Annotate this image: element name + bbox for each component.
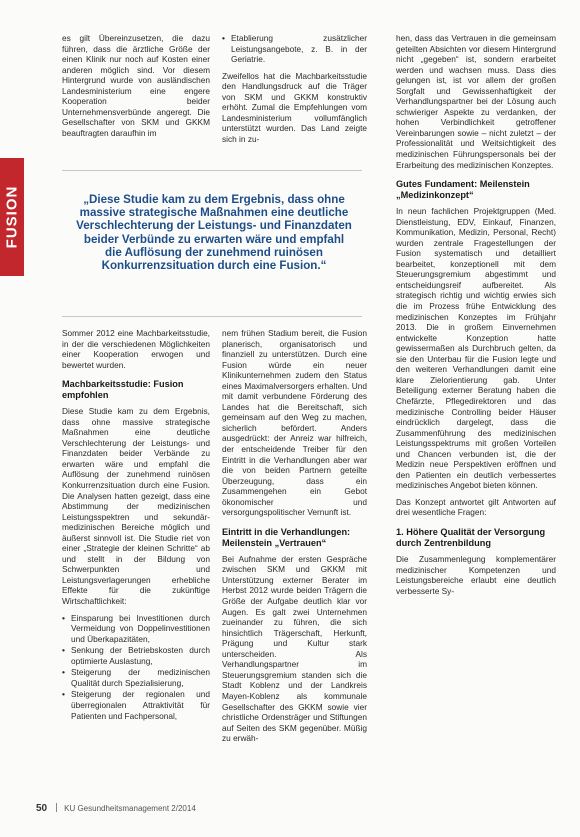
right-column — [396, 33, 556, 602]
page-footer — [36, 803, 196, 814]
paragraph: es gilt Übereinzusetzen, die dazu führen, dass die ärztliche Größe der einen Klinik nur noch auf Kosten einer anderen möglich sind. Vor diesem Hintergrund wurde von ausländischen Landesministerium eine engere Kooperation beider Unternehmensverbünde angeregt. Die Gesellschafter von SKM und GKKM beauftragten daraufhin im — [62, 33, 210, 138]
bullet-list — [222, 33, 367, 65]
pull-quote: „Diese Studie kam zu dem Ergebnis, dass ohne massive strategische Maßnahmen eine deutliche Verschlechterung der Leistungs- und Finanzdaten beider Verbünde zu erwarten wäre und empfahl die Auflösung der zunehmend ruinösen Konkurrenzsituation durch eine Fusion.“ — [76, 193, 352, 273]
footer-separator — [56, 803, 57, 812]
bottom-left-column — [62, 328, 210, 727]
section-heading: 1. Höhere Qualität der Versorgung durch Zentrenbildung — [396, 526, 546, 548]
divider-bottom — [62, 316, 362, 317]
section-heading: Machbarkeitsstudie: Fusion empfohlen — [62, 379, 184, 401]
list-item: • Etablierung zusätzlicher Leistungsangebote, z. B. in der Geriatrie. — [231, 33, 367, 65]
bottom-middle-column — [222, 328, 367, 750]
paragraph: Sommer 2012 eine Machbarkeitsstudie, in der die verschiedenen Möglichkeiten einer Kooperation erwogen und bewertet wurden. — [62, 328, 210, 370]
paragraph: Zweifellos hat die Machbarkeitsstudie den Handlungsdruck auf die Träger von SKM und GKKM konstruktiv erhöht. Zumal die Empfehlungen vom Landesministerium vollumfänglich unterstützt wurden. Das Land zeigte sich in zu- — [222, 70, 367, 144]
paragraph: Die Zusammenlegung komplementärer medizinischer Kompetenzen und Leistungsbereiche erlaubt eine deutlich verbesserte Sy- — [396, 553, 556, 596]
bullet-list — [62, 613, 210, 721]
top-middle-column — [222, 33, 367, 150]
top-left-column — [62, 33, 210, 144]
section-tab-label: FUSION — [3, 185, 21, 249]
paragraph: nem frühen Stadium bereit, die Fusion planerisch, organisatorisch und finanziell zu unterstützen. Durch eine Fusion würde ein neuer Klinikunternehmen zudem den Status eines Maximalversorgers erhalten. Und mit damit verbundene Förderung des Landes hat die Bereitschaft, sich gemeinsam auf den Weg zu machen, sicherlich befördert. Anders ausgedrückt: der Anreiz war hilfreich, der entscheidende Treiber für den Eintritt in die Verhandlungen aber war die von beiden Partnern geteilte Überzeugung, dass ein Zusammengehen ein Gebot ökonomischer und versorgungspolitischer Vernunft ist. — [222, 328, 367, 518]
journal-name: KU Gesundheitsmanagement 2/2014 — [64, 804, 196, 813]
list-item: • Steigerung der regionalen und überregionalen Attraktivität für Patienten und Fachpersonal, — [71, 689, 210, 721]
paragraph: Das Konzept antwortet gilt Antworten auf drei wesentliche Fragen: — [396, 496, 556, 518]
paragraph: Bei Aufnahme der ersten Gespräche zwischen SKM und GKKM mit Unterstützung externer Berater im Herbst 2012 wurde beiden Trägern die Größe der Aufgabe deutlich klar vor Augen. Es galt zwei Unternehmen zueinander zu führen, die sich hinsichtlich Trägerschaft, Herkunft, Prägung und Kultur stark unterscheiden. Als Verhandlungspartner im Steuerungsgremium standen sich die Stadt Koblenz und der Landkreis Mayen-Koblenz als kommunale Gesellschafter des GKKM sowie vier christliche Ordensträger und Stiftungen auf Seiten des SKM gegenüber. Müßig zu erwäh- — [222, 553, 367, 744]
paragraph: In neun fachlichen Projektgruppen (Med. Dienstleistung, EDV, Einkauf, Finanzen, Kommunikation, Medizin, Personal, Recht) wurden zentrale Fragestellungen der Fusion systematisch und detailliert bearbeitet, konzeptionell mit dem Steuerungsgremium abgestimmt und entscheidungsreif aufbereitet. Als strategisch richtig und wichtig erwies sich die im Prozess frühe Entwicklung des medizinischen Konzeptes im Frühjahr 2013. Die in großem Einvernehmen entwickelte Konzeption hatte gewissermaßen als Durchbruch gelten, da sie den Unterbau für die Fusion legte und den weiteren Verhandlungen damit eine klare Zielorientierung gab. Unter Beteiligung externer Beratung haben die Chefärzte, Pflegedirektoren und das medizinische Controlling beider Häuser eindrücklich dargelegt, dass die Zusammenführung des medizinischen Leistungsspektrums mit großen Vorteilen und Chancen verbunden ist, die der Medizin neue Perspektiven eröffnen und den Patienten ein deutlich verbessertes medizinisches Angebot bieten können. — [396, 206, 556, 491]
page-number: 50 — [36, 803, 48, 814]
list-item: • Senkung der Betriebskosten durch optimierte Auslastung, — [71, 645, 210, 666]
list-item: • Einsparung bei Investitionen durch Vermeidung von Doppelinvestitionen und Überkapazitäten, — [71, 613, 210, 645]
paragraph: hen, dass das Vertrauen in die gemeinsam geteilten Absichten vor diesem Hintergrund nicht „gegeben“ ist, sondern erarbeitet werden und wachsen muss. Dass dies gelungen ist, ist vor allem der großen Sorgfalt und Gewissenhaftigkeit der Verhandlungspartner bei der Lösung auch schwieriger Aspekte zu verdanken, der hohen Verbindlichkeit getroffener Vereinbarungen sowie – nicht zuletzt – der Professionalität und Weitsichtigkeit des medizinischen Führungspersonals bei der Erarbeitung des medizinischen Konzeptes. — [396, 33, 556, 170]
section-heading: Eintritt in die Verhandlungen: Meilenstein „Vertrauen“ — [222, 526, 351, 548]
section-heading: Gutes Fundament: Meilenstein „Medizinkonzept“ — [396, 179, 530, 201]
divider-top — [62, 170, 362, 171]
list-item: • Steigerung der medizinischen Qualität durch Spezialisierung, — [71, 667, 210, 688]
section-tab — [0, 158, 24, 276]
paragraph: Diese Studie kam zu dem Ergebnis, dass ohne massive strategische Maßnahmen eine deutliche Verschlechterung der Leistungs- und Finanzdaten beider Verbände zu erwarten wäre und empfahl die Auflösung der zunehmend ruinösen Konkurrenzsituation durch eine Fusion. Die Analysen hatten gezeigt, dass eine Abstimmung der medizinischen Leistungsspektren und sekundär-medizinischen Bereiche möglich und äußerst sinnvoll ist. Die Studie riet von einer „Strategie der kleinen Schritte“ ab und stellt in der Bildung von Schwerpunkten und Leistungsverlagerungen erhebliche Effekte für die zukünftige Wirtschaftlichkeit: — [62, 406, 210, 607]
